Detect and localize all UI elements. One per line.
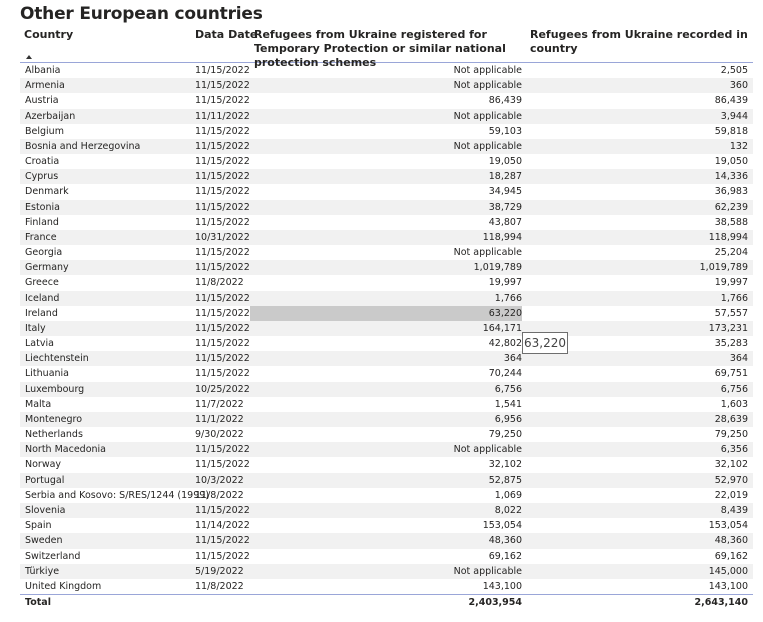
- table-row[interactable]: [20, 169, 753, 184]
- table-row[interactable]: [20, 245, 753, 260]
- cell-recorded[interactable]: 32,102: [714, 459, 748, 471]
- cell-recorded[interactable]: 1,766: [720, 292, 748, 304]
- cell-recorded[interactable]: 145,000: [708, 565, 748, 577]
- cell-recorded[interactable]: 69,751: [714, 368, 748, 380]
- cell-data-date[interactable]: 10/31/2022: [195, 231, 250, 243]
- cell-recorded[interactable]: 360: [729, 80, 748, 92]
- table-row[interactable]: [20, 503, 753, 518]
- cell-recorded[interactable]: 1,603: [720, 398, 748, 410]
- cell-temporary-protection[interactable]: 8,022: [494, 504, 522, 516]
- cell-temporary-protection[interactable]: 79,250: [488, 429, 522, 441]
- cell-country[interactable]: Montenegro: [25, 413, 83, 425]
- cell-country[interactable]: Greece: [25, 277, 59, 289]
- cell-temporary-protection[interactable]: 59,103: [488, 125, 522, 137]
- cell-temporary-protection[interactable]: Not applicable: [453, 110, 522, 122]
- table-row[interactable]: [20, 533, 753, 548]
- table-body: [20, 63, 753, 594]
- cell-temporary-protection[interactable]: 38,729: [488, 201, 522, 213]
- cell-data-date[interactable]: 10/3/2022: [195, 474, 244, 486]
- cell-recorded[interactable]: 14,336: [714, 171, 748, 183]
- cell-temporary-protection[interactable]: Not applicable: [453, 140, 522, 152]
- cell-data-date[interactable]: 11/15/2022: [195, 262, 250, 274]
- cell-country[interactable]: Germany: [25, 262, 69, 274]
- table-row[interactable]: [20, 321, 753, 336]
- cell-data-date[interactable]: 11/15/2022: [195, 292, 250, 304]
- cell-country[interactable]: Estonia: [25, 201, 60, 213]
- cell-country[interactable]: Georgia: [25, 247, 63, 259]
- cell-country[interactable]: Liechtenstein: [25, 353, 89, 365]
- cell-country[interactable]: North Macedonia: [25, 444, 107, 456]
- cell-country[interactable]: Switzerland: [25, 550, 81, 562]
- cell-country[interactable]: France: [25, 231, 57, 243]
- cell-temporary-protection[interactable]: Not applicable: [453, 444, 522, 456]
- table-header: [20, 28, 753, 69]
- cell-data-date[interactable]: 11/15/2022: [195, 156, 250, 168]
- cell-recorded[interactable]: 19,997: [714, 277, 748, 289]
- total-label: Total: [25, 597, 51, 609]
- cell-temporary-protection[interactable]: 19,050: [488, 156, 522, 168]
- cell-recorded[interactable]: 173,231: [708, 322, 748, 334]
- cell-recorded[interactable]: 3,944: [720, 110, 748, 122]
- cell-data-date[interactable]: 11/15/2022: [195, 80, 250, 92]
- total-row: [20, 595, 753, 611]
- table-row[interactable]: [20, 200, 753, 215]
- cell-data-date[interactable]: 11/15/2022: [195, 338, 250, 350]
- table-row[interactable]: [20, 184, 753, 199]
- cell-temporary-protection[interactable]: 19,997: [488, 277, 522, 289]
- cell-country[interactable]: Luxembourg: [25, 383, 85, 395]
- cell-country[interactable]: Cyprus: [25, 171, 59, 183]
- table-row[interactable]: [20, 336, 753, 351]
- table-row[interactable]: [20, 306, 753, 321]
- cell-country[interactable]: Belgium: [25, 125, 64, 137]
- cell-temporary-protection[interactable]: 52,875: [488, 474, 522, 486]
- table-row[interactable]: [20, 473, 753, 488]
- cell-temporary-protection[interactable]: 153,054: [482, 520, 522, 532]
- table-row[interactable]: [20, 397, 753, 412]
- cell-data-date[interactable]: 11/15/2022: [195, 125, 250, 137]
- cell-temporary-protection[interactable]: 1,069: [494, 489, 522, 501]
- cell-country[interactable]: Ireland: [25, 307, 58, 319]
- table-row[interactable]: [20, 260, 753, 275]
- cell-recorded[interactable]: 52,970: [714, 474, 748, 486]
- cell-recorded[interactable]: 28,639: [714, 413, 748, 425]
- cell-data-date[interactable]: 11/15/2022: [195, 95, 250, 107]
- cell-temporary-protection[interactable]: 63,220: [488, 307, 522, 319]
- cell-recorded[interactable]: 62,239: [714, 201, 748, 213]
- table-row[interactable]: [20, 366, 753, 381]
- cell-temporary-protection[interactable]: 70,244: [488, 368, 522, 380]
- column-header-data-date[interactable]: Data Date: [195, 28, 258, 41]
- table-row[interactable]: [20, 427, 753, 442]
- table-row[interactable]: [20, 78, 753, 93]
- cell-country[interactable]: Austria: [25, 95, 59, 107]
- column-header-country[interactable]: Country: [24, 28, 74, 41]
- cell-country[interactable]: Azerbaijan: [25, 110, 76, 122]
- cell-recorded[interactable]: 79,250: [714, 429, 748, 441]
- cell-data-date[interactable]: 11/15/2022: [195, 353, 250, 365]
- value-tooltip: 63,220: [522, 332, 568, 354]
- cell-data-date[interactable]: 11/15/2022: [195, 504, 250, 516]
- cell-data-date[interactable]: 11/11/2022: [195, 110, 250, 122]
- cell-country[interactable]: Sweden: [25, 535, 63, 547]
- cell-data-date[interactable]: 11/15/2022: [195, 368, 250, 380]
- cell-data-date[interactable]: 11/15/2022: [195, 444, 250, 456]
- table-row[interactable]: [20, 139, 753, 154]
- cell-temporary-protection[interactable]: 1,766: [494, 292, 522, 304]
- cell-recorded[interactable]: 86,439: [714, 95, 748, 107]
- cell-country[interactable]: Finland: [25, 216, 59, 228]
- cell-data-date[interactable]: 11/15/2022: [195, 535, 250, 547]
- table-row[interactable]: [20, 382, 753, 397]
- table-row[interactable]: [20, 124, 753, 139]
- cell-temporary-protection[interactable]: 118,994: [482, 231, 522, 243]
- cell-temporary-protection[interactable]: 6,956: [494, 413, 522, 425]
- cell-country[interactable]: Norway: [25, 459, 62, 471]
- cell-data-date[interactable]: 11/14/2022: [195, 520, 250, 532]
- cell-recorded[interactable]: 57,557: [714, 307, 748, 319]
- cell-recorded[interactable]: 132: [729, 140, 748, 152]
- cell-country[interactable]: United Kingdom: [25, 580, 102, 592]
- table-row[interactable]: [20, 215, 753, 230]
- cell-country[interactable]: Slovenia: [25, 504, 66, 516]
- cell-recorded[interactable]: 19,050: [714, 156, 748, 168]
- total-recorded: 2,643,140: [694, 597, 748, 609]
- cell-data-date[interactable]: 11/8/2022: [195, 489, 244, 501]
- cell-country[interactable]: Spain: [25, 520, 52, 532]
- table-row[interactable]: [20, 518, 753, 533]
- cell-country[interactable]: Latvia: [25, 338, 54, 350]
- table-row[interactable]: [20, 564, 753, 579]
- cell-temporary-protection[interactable]: 6,756: [494, 383, 522, 395]
- cell-country[interactable]: Armenia: [25, 80, 65, 92]
- cell-recorded[interactable]: 22,019: [714, 489, 748, 501]
- cell-data-date[interactable]: 11/15/2022: [195, 247, 250, 259]
- cell-temporary-protection[interactable]: 1,019,789: [473, 262, 522, 274]
- cell-recorded[interactable]: 143,100: [708, 580, 748, 592]
- cell-data-date[interactable]: 9/30/2022: [195, 429, 244, 441]
- cell-data-date[interactable]: 5/19/2022: [195, 565, 244, 577]
- column-header-temporary-protection[interactable]: Refugees from Ukraine registered for Temporary Protection or similar national protection schemes: [254, 28, 506, 69]
- cell-recorded[interactable]: 6,356: [720, 444, 748, 456]
- cell-country[interactable]: Portugal: [25, 474, 65, 486]
- cell-recorded[interactable]: 36,983: [714, 186, 748, 198]
- cell-temporary-protection[interactable]: 69,162: [488, 550, 522, 562]
- cell-data-date[interactable]: 11/15/2022: [195, 201, 250, 213]
- cell-temporary-protection[interactable]: 164,171: [482, 322, 522, 334]
- cell-recorded[interactable]: 59,818: [714, 125, 748, 137]
- cell-temporary-protection[interactable]: 43,807: [488, 216, 522, 228]
- cell-temporary-protection[interactable]: Not applicable: [453, 565, 522, 577]
- cell-country[interactable]: Italy: [25, 322, 46, 334]
- cell-recorded[interactable]: 6,756: [720, 383, 748, 395]
- table-row[interactable]: [20, 549, 753, 564]
- cell-recorded[interactable]: 118,994: [708, 231, 748, 243]
- refugee-table: [20, 28, 753, 611]
- table-row[interactable]: [20, 351, 753, 366]
- cell-temporary-protection[interactable]: Not applicable: [453, 247, 522, 259]
- cell-recorded[interactable]: 48,360: [714, 535, 748, 547]
- sort-ascending-icon[interactable]: [26, 55, 32, 59]
- table-row[interactable]: [20, 291, 753, 306]
- table-row[interactable]: [20, 412, 753, 427]
- table-row[interactable]: [20, 488, 753, 503]
- cell-country[interactable]: Iceland: [25, 292, 60, 304]
- table-row[interactable]: [20, 275, 753, 290]
- total-temporary: 2,403,954: [468, 597, 522, 609]
- cell-country[interactable]: Denmark: [25, 186, 69, 198]
- cell-data-date[interactable]: 11/15/2022: [195, 186, 250, 198]
- table-row[interactable]: [20, 109, 753, 124]
- cell-recorded[interactable]: 1,019,789: [699, 262, 748, 274]
- cell-data-date[interactable]: 11/15/2022: [195, 459, 250, 471]
- cell-temporary-protection[interactable]: 364: [503, 353, 522, 365]
- cell-temporary-protection[interactable]: 42,802: [488, 338, 522, 350]
- cell-temporary-protection[interactable]: Not applicable: [453, 80, 522, 92]
- cell-temporary-protection[interactable]: 18,287: [488, 171, 522, 183]
- table-row[interactable]: [20, 579, 753, 594]
- cell-recorded[interactable]: 69,162: [714, 550, 748, 562]
- cell-data-date[interactable]: 11/1/2022: [195, 413, 244, 425]
- cell-temporary-protection[interactable]: Not applicable: [453, 65, 522, 76]
- cell-country[interactable]: Bosnia and Herzegovina: [25, 140, 141, 152]
- cell-country[interactable]: Malta: [25, 398, 52, 410]
- cell-data-date[interactable]: 11/15/2022: [195, 550, 250, 562]
- table-row[interactable]: [20, 442, 753, 457]
- cell-data-date[interactable]: 11/8/2022: [195, 580, 244, 592]
- cell-data-date[interactable]: 11/15/2022: [195, 171, 250, 183]
- cell-recorded[interactable]: 153,054: [708, 520, 748, 532]
- cell-recorded[interactable]: 2,505: [720, 65, 748, 76]
- cell-recorded[interactable]: 35,283: [714, 338, 748, 350]
- cell-temporary-protection[interactable]: 86,439: [488, 95, 522, 107]
- cell-recorded[interactable]: 25,204: [714, 247, 748, 259]
- cell-data-date[interactable]: 11/7/2022: [195, 398, 244, 410]
- page-title: Other European countries: [20, 4, 263, 24]
- table-row[interactable]: [20, 457, 753, 472]
- cell-temporary-protection[interactable]: 48,360: [488, 535, 522, 547]
- table-row[interactable]: [20, 154, 753, 169]
- cell-country[interactable]: Türkiye: [25, 565, 60, 577]
- cell-country[interactable]: Netherlands: [25, 429, 83, 441]
- cell-data-date[interactable]: 11/8/2022: [195, 277, 244, 289]
- cell-country[interactable]: Lithuania: [25, 368, 70, 380]
- table-row[interactable]: [20, 230, 753, 245]
- cell-data-date[interactable]: 11/15/2022: [195, 307, 250, 319]
- cell-data-date[interactable]: 11/15/2022: [195, 65, 250, 76]
- cell-data-date[interactable]: 11/15/2022: [195, 216, 250, 228]
- cell-recorded[interactable]: 364: [729, 353, 748, 365]
- cell-country[interactable]: Croatia: [25, 156, 60, 168]
- table-row[interactable]: [20, 93, 753, 108]
- cell-temporary-protection[interactable]: 34,945: [488, 186, 522, 198]
- cell-temporary-protection[interactable]: 143,100: [482, 580, 522, 592]
- selected-cell-highlight: [250, 306, 522, 321]
- cell-data-date[interactable]: 10/25/2022: [195, 383, 250, 395]
- cell-recorded[interactable]: 38,588: [714, 216, 748, 228]
- table-row[interactable]: [20, 63, 753, 78]
- cell-country[interactable]: Serbia and Kosovo: S/RES/1244 (1999): [25, 489, 210, 501]
- cell-data-date[interactable]: 11/15/2022: [195, 322, 250, 334]
- cell-recorded[interactable]: 8,439: [720, 504, 748, 516]
- cell-data-date[interactable]: 11/15/2022: [195, 140, 250, 152]
- cell-country[interactable]: Albania: [25, 65, 61, 76]
- column-header-recorded[interactable]: Refugees from Ukraine recorded in country: [530, 28, 748, 55]
- cell-temporary-protection[interactable]: 32,102: [488, 459, 522, 471]
- cell-temporary-protection[interactable]: 1,541: [494, 398, 522, 410]
